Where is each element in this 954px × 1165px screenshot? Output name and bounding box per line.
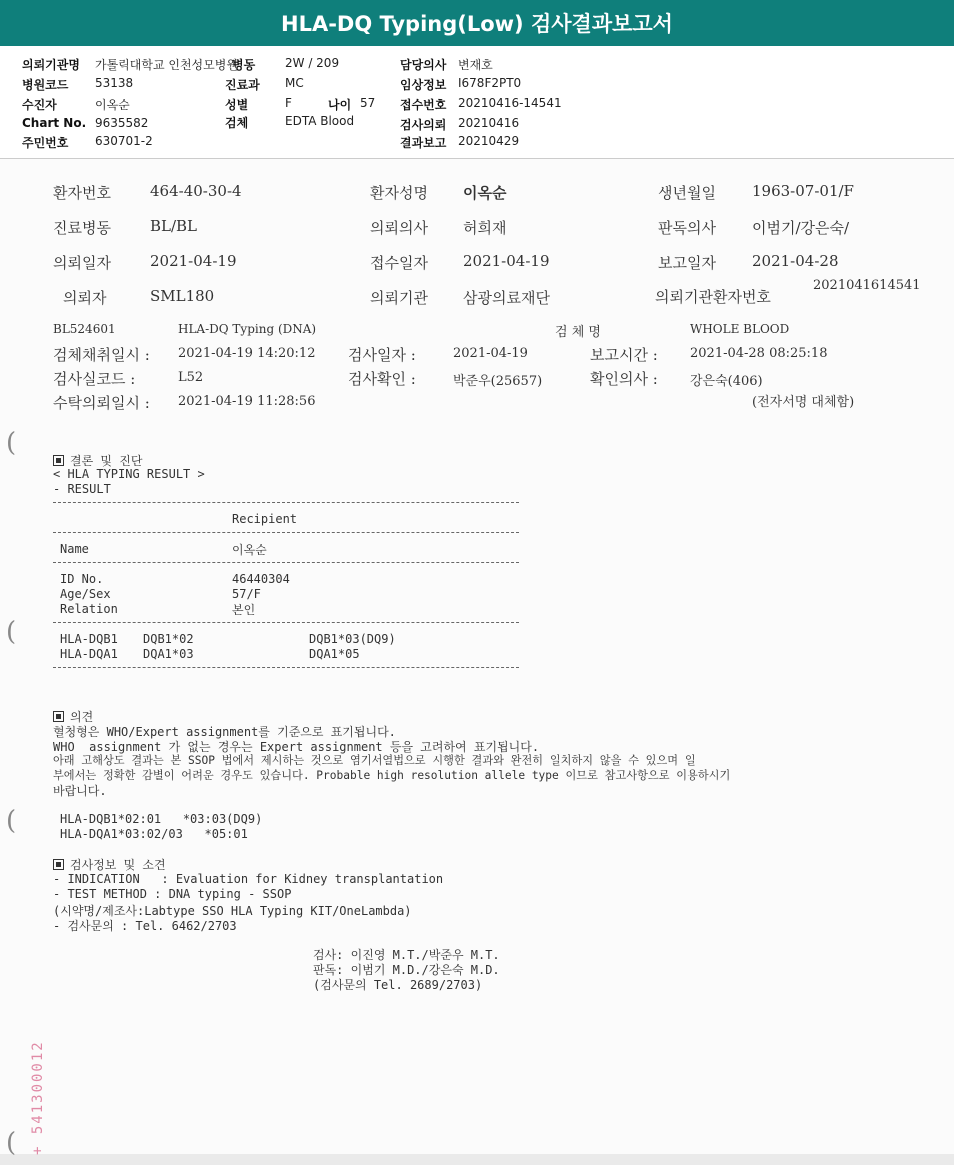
id-value: 46440304 (232, 572, 290, 586)
signature-line: 판독: 이범기 M.D./강은숙 M.D. (313, 963, 500, 977)
patient-label: 의뢰의사 (370, 219, 428, 237)
relation-value: 본인 (232, 603, 256, 617)
info-label: Chart No. (22, 116, 87, 130)
result-line: - RESULT (53, 482, 111, 496)
info-label: 담당의사 (400, 58, 447, 72)
specimen-value: 박준우(25657) (453, 374, 543, 389)
patient-label: 의뢰기관 (370, 289, 428, 307)
info-value: F (285, 96, 292, 110)
info-label: 접수번호 (400, 98, 447, 112)
divider (53, 532, 519, 533)
patient-value: 2021041614541 (813, 278, 921, 293)
patient-value: 2021-04-28 (752, 252, 839, 270)
opinion-line: 바랍니다. (53, 784, 107, 798)
specimen-label: 검체채취일시 : (53, 346, 150, 364)
info-value: 가톨릭대학교 인천성모병원 (95, 58, 238, 72)
patient-value: 2021-04-19 (463, 252, 550, 270)
info-label: 나이 (328, 98, 352, 112)
divider (53, 502, 519, 503)
opinion-line: WHO assignment 가 없는 경우는 Expert assignment 등을 고려하여 표기됩니다. (53, 740, 540, 754)
result-heading-text: 결론 및 진단 (70, 454, 143, 468)
specimen-code: BL524601 (53, 322, 116, 336)
patient-value: 삼광의료재단 (463, 289, 550, 307)
report-title: HLA-DQ Typing(Low) 검사결과보고서 (0, 0, 954, 46)
recipient-header: Recipient (232, 512, 298, 526)
page-bottom (0, 1154, 954, 1165)
info-value: 53138 (95, 76, 134, 90)
specimen-name-value: WHOLE BLOOD (690, 322, 790, 336)
opinion-line: 아래 고해상도 결과는 본 SSOP 법에서 제시하는 것으로 염기서열법으로 시행한 결과와 완전히 일치하지 않을 수 있으며 일 (53, 754, 696, 767)
testinfo-line: - 검사문의 : Tel. 6462/2703 (53, 919, 237, 933)
test-name: HLA-DQ Typing (DNA) (178, 322, 317, 336)
name-value: 이옥순 (232, 543, 267, 557)
high-res-line: HLA-DQA1*03:02/03 *05:01 (60, 827, 248, 841)
specimen-value: 강은숙(406) (690, 374, 763, 389)
patient-label: 의뢰기관환자번호 (655, 288, 771, 306)
square-bullet-icon (53, 455, 64, 466)
divider (53, 667, 519, 668)
patient-label: 접수일자 (370, 254, 428, 272)
patient-value: 464-40-30-4 (150, 182, 242, 200)
info-label: 결과보고 (400, 136, 447, 150)
patient-label: 생년월일 (658, 184, 716, 202)
testinfo-line: (시약명/제조사:Labtype SSO HLA Typing KIT/OneLambda) (53, 904, 412, 918)
info-value: 20210416-14541 (458, 96, 562, 110)
divider (53, 562, 519, 563)
square-bullet-icon (53, 711, 64, 722)
relation-label: Relation (60, 602, 118, 616)
info-label: 병동 (232, 58, 256, 72)
info-value: 9635582 (95, 116, 149, 130)
info-label: 수진자 (22, 98, 57, 112)
binder-hole-mark: ( (6, 617, 17, 647)
info-label: 진료과 (225, 78, 260, 92)
patient-label: 의뢰일자 (53, 254, 111, 272)
specimen-value: 2021-04-19 (453, 346, 528, 361)
specimen-label: 보고시간 : (590, 346, 658, 364)
info-label: 병원코드 (22, 78, 69, 92)
info-value: 이옥순 (95, 98, 130, 112)
specimen-label: 수탁의뢰일시 : (53, 394, 150, 412)
result-line: < HLA TYPING RESULT > (53, 467, 205, 481)
specimen-value: 2021-04-19 14:20:12 (178, 346, 316, 361)
testinfo-heading-text: 검사정보 및 소견 (70, 858, 166, 872)
agesex-label: Age/Sex (60, 587, 111, 601)
patient-label: 환자성명 (370, 184, 428, 202)
side-serial-number: + 541300012 (30, 1040, 46, 1155)
opinion-line: 혈청형은 WHO/Expert assignment를 기준으로 표기됩니다. (53, 725, 396, 739)
patient-value: BL/BL (150, 217, 198, 235)
typing-allele: DQA1*03 (143, 647, 194, 661)
info-label: 의뢰기관명 (22, 58, 80, 72)
binder-hole-mark: ( (6, 806, 17, 836)
typing-allele: DQA1*05 (309, 647, 360, 661)
testinfo-heading (53, 856, 166, 873)
info-value: 변재호 (458, 58, 493, 72)
binder-hole-mark: ( (6, 1128, 17, 1158)
typing-locus: HLA-DQB1 (60, 632, 118, 646)
divider (53, 622, 519, 623)
typing-allele: DQB1*03(DQ9) (309, 632, 396, 646)
id-label: ID No. (60, 572, 104, 586)
specimen-label: 검사확인 : (348, 370, 416, 388)
testinfo-line: - TEST METHOD : DNA typing - SSOP (53, 887, 292, 901)
info-label: 주민번호 (22, 136, 69, 150)
info-label: 검체 (225, 116, 249, 130)
info-value: 20210416 (458, 116, 520, 130)
patient-label: 환자번호 (53, 184, 111, 202)
specimen-name-label: 검 체 명 (555, 325, 601, 340)
info-label: 검사의뢰 (400, 118, 447, 132)
typing-allele: DQB1*02 (143, 632, 194, 646)
request-info-panel (0, 46, 954, 159)
patient-value: 2021-04-19 (150, 252, 237, 270)
info-label: 성별 (225, 98, 249, 112)
agesex-value: 57/F (232, 587, 261, 601)
info-value: EDTA Blood (285, 114, 355, 128)
typing-locus: HLA-DQA1 (60, 647, 118, 661)
patient-label: 진료병동 (53, 219, 111, 237)
esign-note: (전자서명 대체함) (752, 395, 855, 410)
high-res-line: HLA-DQB1*02:01 *03:03(DQ9) (60, 812, 263, 826)
square-bullet-icon (53, 859, 64, 870)
info-value: 2W / 209 (285, 56, 340, 70)
info-label: 임상정보 (400, 78, 447, 92)
info-value: I678F2PT0 (458, 76, 522, 90)
patient-label: 판독의사 (658, 219, 716, 237)
patient-value: 1963-07-01/F (752, 182, 854, 200)
opinion-line: 부에서는 정확한 감별이 어려운 경우도 있습니다. Probable high resolution allele type 이므로 참고사항으로 이용하시기 (53, 769, 731, 782)
specimen-label: 검사실코드 : (53, 370, 136, 388)
info-value: 20210429 (458, 134, 520, 148)
specimen-label: 확인의사 : (590, 370, 658, 388)
patient-value: 허희재 (463, 219, 507, 237)
signature-line: (검사문의 Tel. 2689/2703) (313, 978, 483, 992)
testinfo-line: - INDICATION : Evaluation for Kidney transplantation (53, 872, 444, 886)
specimen-value: 2021-04-28 08:25:18 (690, 346, 828, 361)
info-value: 57 (360, 96, 376, 110)
name-label: Name (60, 542, 89, 556)
patient-value: 이옥순 (463, 184, 507, 202)
info-value: MC (285, 76, 304, 90)
opinion-heading-text: 의견 (70, 710, 94, 724)
info-value: 630701-2 (95, 134, 153, 148)
specimen-value: L52 (178, 370, 204, 385)
binder-hole-mark: ( (6, 428, 17, 458)
patient-value: SML180 (150, 287, 215, 305)
patient-label: 보고일자 (658, 254, 716, 272)
signature-line: 검사: 이진영 M.T./박준우 M.T. (313, 948, 500, 962)
patient-value: 이범기/강은숙/ (752, 219, 850, 237)
patient-label: 의뢰자 (63, 289, 107, 307)
specimen-value: 2021-04-19 11:28:56 (178, 394, 316, 409)
specimen-label: 검사일자 : (348, 346, 416, 364)
